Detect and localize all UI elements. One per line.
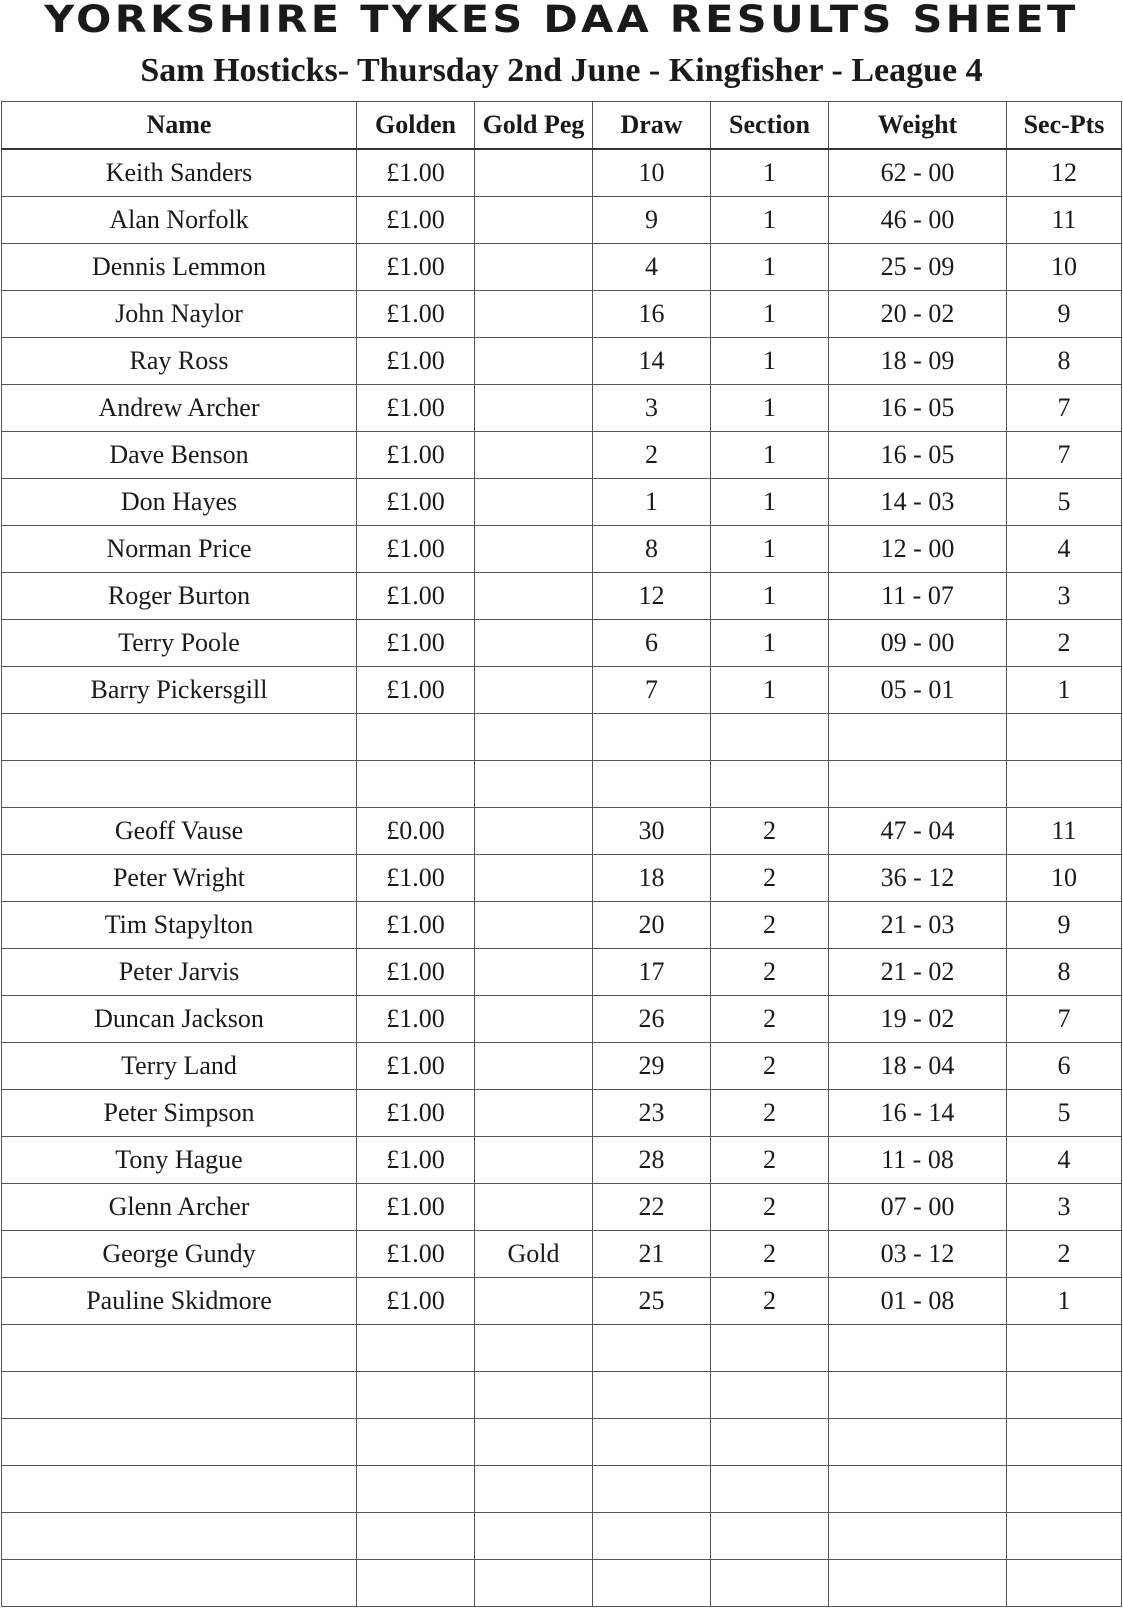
table-row xyxy=(2,902,1122,949)
section-cell: 2 xyxy=(711,996,829,1043)
table-row xyxy=(2,197,1122,244)
gold-peg-cell xyxy=(475,714,593,761)
gold-peg-cell xyxy=(475,1137,593,1184)
sec-pts-cell xyxy=(1007,1513,1122,1560)
gold-peg-cell xyxy=(475,620,593,667)
draw-cell xyxy=(593,1466,711,1513)
results-table xyxy=(1,101,1122,1607)
name-cell: Keith Sanders xyxy=(2,149,357,197)
draw-cell: 2 xyxy=(593,432,711,479)
weight-cell: 21 - 02 xyxy=(829,949,1007,996)
sec-pts-cell: 4 xyxy=(1007,1137,1122,1184)
table-row xyxy=(2,338,1122,385)
golden-cell: £1.00 xyxy=(357,1090,475,1137)
section-cell xyxy=(711,761,829,808)
name-cell: Andrew Archer xyxy=(2,385,357,432)
table-row xyxy=(2,291,1122,338)
gold-peg-cell: Gold xyxy=(475,1231,593,1278)
sec-pts-cell: 6 xyxy=(1007,1043,1122,1090)
gold-peg-cell xyxy=(475,949,593,996)
golden-cell xyxy=(357,1466,475,1513)
name-cell: Alan Norfolk xyxy=(2,197,357,244)
gold-peg-cell xyxy=(475,479,593,526)
table-row xyxy=(2,1090,1122,1137)
name-cell xyxy=(2,1466,357,1513)
sec-pts-cell: 5 xyxy=(1007,479,1122,526)
section-cell: 1 xyxy=(711,385,829,432)
golden-cell: £1.00 xyxy=(357,1043,475,1090)
section-cell: 2 xyxy=(711,808,829,855)
column-header-gold-peg: Gold Peg xyxy=(475,102,593,150)
gold-peg-cell xyxy=(475,667,593,714)
column-header-name: Name xyxy=(2,102,357,150)
table-row xyxy=(2,1419,1122,1466)
sec-pts-cell: 9 xyxy=(1007,291,1122,338)
results-table-header xyxy=(2,102,1122,150)
draw-cell xyxy=(593,1325,711,1372)
draw-cell: 1 xyxy=(593,479,711,526)
gold-peg-cell xyxy=(475,244,593,291)
name-cell: Barry Pickersgill xyxy=(2,667,357,714)
sec-pts-cell: 10 xyxy=(1007,244,1122,291)
weight-cell: 46 - 00 xyxy=(829,197,1007,244)
golden-cell: £1.00 xyxy=(357,1231,475,1278)
name-cell: Tony Hague xyxy=(2,1137,357,1184)
sec-pts-cell: 4 xyxy=(1007,526,1122,573)
section-cell: 1 xyxy=(711,149,829,197)
section-cell xyxy=(711,714,829,761)
column-header-golden: Golden xyxy=(357,102,475,150)
draw-cell xyxy=(593,1560,711,1607)
golden-cell xyxy=(357,714,475,761)
draw-cell: 14 xyxy=(593,338,711,385)
sec-pts-cell: 3 xyxy=(1007,573,1122,620)
column-header-weight: Weight xyxy=(829,102,1007,150)
header-row xyxy=(2,102,1122,150)
sec-pts-cell: 11 xyxy=(1007,808,1122,855)
table-row xyxy=(2,526,1122,573)
golden-cell: £1.00 xyxy=(357,526,475,573)
weight-cell xyxy=(829,1560,1007,1607)
golden-cell xyxy=(357,1372,475,1419)
table-row xyxy=(2,1184,1122,1231)
draw-cell: 7 xyxy=(593,667,711,714)
table-row xyxy=(2,949,1122,996)
golden-cell xyxy=(357,1325,475,1372)
name-cell: Dave Benson xyxy=(2,432,357,479)
weight-cell: 05 - 01 xyxy=(829,667,1007,714)
golden-cell: £1.00 xyxy=(357,338,475,385)
golden-cell: £1.00 xyxy=(357,1184,475,1231)
table-row xyxy=(2,432,1122,479)
table-row xyxy=(2,244,1122,291)
table-row xyxy=(2,761,1122,808)
section-cell: 2 xyxy=(711,949,829,996)
golden-cell: £1.00 xyxy=(357,291,475,338)
weight-cell xyxy=(829,1466,1007,1513)
table-row xyxy=(2,1325,1122,1372)
table-row xyxy=(2,1372,1122,1419)
gold-peg-cell xyxy=(475,996,593,1043)
sec-pts-cell: 7 xyxy=(1007,432,1122,479)
draw-cell: 30 xyxy=(593,808,711,855)
golden-cell xyxy=(357,1419,475,1466)
gold-peg-cell xyxy=(475,1513,593,1560)
golden-cell xyxy=(357,1560,475,1607)
golden-cell: £1.00 xyxy=(357,149,475,197)
sec-pts-cell: 1 xyxy=(1007,1278,1122,1325)
column-header-section: Section xyxy=(711,102,829,150)
section-cell xyxy=(711,1560,829,1607)
name-cell: Norman Price xyxy=(2,526,357,573)
gold-peg-cell xyxy=(475,1043,593,1090)
weight-cell: 09 - 00 xyxy=(829,620,1007,667)
section-cell: 2 xyxy=(711,855,829,902)
section-cell: 1 xyxy=(711,432,829,479)
weight-cell xyxy=(829,1372,1007,1419)
name-cell: Peter Simpson xyxy=(2,1090,357,1137)
draw-cell: 18 xyxy=(593,855,711,902)
section-cell: 1 xyxy=(711,667,829,714)
sheet-subtitle: Sam Hosticks- Thursday 2nd June - Kingfisher - League 4 xyxy=(140,52,983,89)
section-cell: 1 xyxy=(711,291,829,338)
golden-cell: £1.00 xyxy=(357,949,475,996)
gold-peg-cell xyxy=(475,1325,593,1372)
section-cell xyxy=(711,1466,829,1513)
sec-pts-cell: 9 xyxy=(1007,902,1122,949)
section-cell: 1 xyxy=(711,526,829,573)
gold-peg-cell xyxy=(475,1466,593,1513)
section-cell xyxy=(711,1325,829,1372)
golden-cell: £1.00 xyxy=(357,620,475,667)
sec-pts-cell: 7 xyxy=(1007,996,1122,1043)
draw-cell: 16 xyxy=(593,291,711,338)
table-row xyxy=(2,855,1122,902)
sec-pts-cell xyxy=(1007,714,1122,761)
weight-cell: 07 - 00 xyxy=(829,1184,1007,1231)
name-cell xyxy=(2,714,357,761)
golden-cell: £1.00 xyxy=(357,996,475,1043)
draw-cell: 22 xyxy=(593,1184,711,1231)
name-cell: John Naylor xyxy=(2,291,357,338)
name-cell: Duncan Jackson xyxy=(2,996,357,1043)
table-row xyxy=(2,1231,1122,1278)
weight-cell: 25 - 09 xyxy=(829,244,1007,291)
gold-peg-cell xyxy=(475,291,593,338)
weight-cell xyxy=(829,714,1007,761)
gold-peg-cell xyxy=(475,1560,593,1607)
section-cell: 2 xyxy=(711,1278,829,1325)
weight-cell xyxy=(829,1419,1007,1466)
gold-peg-cell xyxy=(475,902,593,949)
gold-peg-cell xyxy=(475,1372,593,1419)
weight-cell: 16 - 05 xyxy=(829,385,1007,432)
golden-cell: £1.00 xyxy=(357,1137,475,1184)
gold-peg-cell xyxy=(475,808,593,855)
name-cell: Terry Poole xyxy=(2,620,357,667)
draw-cell xyxy=(593,1419,711,1466)
weight-cell xyxy=(829,1513,1007,1560)
weight-cell: 19 - 02 xyxy=(829,996,1007,1043)
table-row xyxy=(2,714,1122,761)
section-cell: 1 xyxy=(711,197,829,244)
weight-cell: 18 - 04 xyxy=(829,1043,1007,1090)
sec-pts-cell xyxy=(1007,1560,1122,1607)
name-cell: Peter Wright xyxy=(2,855,357,902)
section-cell: 1 xyxy=(711,338,829,385)
draw-cell: 12 xyxy=(593,573,711,620)
table-row xyxy=(2,1466,1122,1513)
name-cell: George Gundy xyxy=(2,1231,357,1278)
golden-cell: £1.00 xyxy=(357,197,475,244)
table-row xyxy=(2,1278,1122,1325)
table-row xyxy=(2,996,1122,1043)
table-row xyxy=(2,385,1122,432)
weight-cell: 16 - 14 xyxy=(829,1090,1007,1137)
table-row xyxy=(2,149,1122,197)
draw-cell xyxy=(593,1372,711,1419)
weight-cell: 01 - 08 xyxy=(829,1278,1007,1325)
weight-cell: 18 - 09 xyxy=(829,338,1007,385)
sheet-title: YORKSHIRE TYKES DAA RESULTS SHEET xyxy=(44,0,1079,41)
golden-cell: £1.00 xyxy=(357,479,475,526)
name-cell xyxy=(2,1513,357,1560)
golden-cell xyxy=(357,1513,475,1560)
draw-cell xyxy=(593,1513,711,1560)
table-row xyxy=(2,479,1122,526)
sec-pts-cell: 7 xyxy=(1007,385,1122,432)
draw-cell: 4 xyxy=(593,244,711,291)
golden-cell: £1.00 xyxy=(357,855,475,902)
section-cell: 2 xyxy=(711,1043,829,1090)
weight-cell: 21 - 03 xyxy=(829,902,1007,949)
weight-cell: 36 - 12 xyxy=(829,855,1007,902)
draw-cell: 29 xyxy=(593,1043,711,1090)
section-cell: 1 xyxy=(711,479,829,526)
section-cell: 1 xyxy=(711,620,829,667)
table-row xyxy=(2,1043,1122,1090)
section-cell: 2 xyxy=(711,1231,829,1278)
sec-pts-cell: 1 xyxy=(1007,667,1122,714)
name-cell: Pauline Skidmore xyxy=(2,1278,357,1325)
section-cell xyxy=(711,1513,829,1560)
name-cell: Peter Jarvis xyxy=(2,949,357,996)
golden-cell: £0.00 xyxy=(357,808,475,855)
name-cell: Tim Stapylton xyxy=(2,902,357,949)
sec-pts-cell xyxy=(1007,1466,1122,1513)
gold-peg-cell xyxy=(475,432,593,479)
golden-cell: £1.00 xyxy=(357,667,475,714)
draw-cell: 20 xyxy=(593,902,711,949)
name-cell: Don Hayes xyxy=(2,479,357,526)
gold-peg-cell xyxy=(475,197,593,244)
name-cell xyxy=(2,1419,357,1466)
section-cell: 2 xyxy=(711,1090,829,1137)
name-cell xyxy=(2,1372,357,1419)
weight-cell: 11 - 07 xyxy=(829,573,1007,620)
draw-cell: 17 xyxy=(593,949,711,996)
gold-peg-cell xyxy=(475,385,593,432)
gold-peg-cell xyxy=(475,526,593,573)
weight-cell: 12 - 00 xyxy=(829,526,1007,573)
golden-cell: £1.00 xyxy=(357,385,475,432)
name-cell: Roger Burton xyxy=(2,573,357,620)
name-cell: Ray Ross xyxy=(2,338,357,385)
table-row xyxy=(2,808,1122,855)
gold-peg-cell xyxy=(475,1278,593,1325)
sec-pts-cell: 8 xyxy=(1007,338,1122,385)
gold-peg-cell xyxy=(475,1090,593,1137)
sec-pts-cell xyxy=(1007,761,1122,808)
sec-pts-cell: 11 xyxy=(1007,197,1122,244)
draw-cell: 6 xyxy=(593,620,711,667)
draw-cell: 21 xyxy=(593,1231,711,1278)
section-cell: 1 xyxy=(711,573,829,620)
draw-cell xyxy=(593,714,711,761)
table-row xyxy=(2,620,1122,667)
section-cell: 2 xyxy=(711,902,829,949)
name-cell xyxy=(2,1325,357,1372)
golden-cell xyxy=(357,761,475,808)
sec-pts-cell: 10 xyxy=(1007,855,1122,902)
name-cell: Geoff Vause xyxy=(2,808,357,855)
weight-cell: 14 - 03 xyxy=(829,479,1007,526)
gold-peg-cell xyxy=(475,1419,593,1466)
name-cell xyxy=(2,761,357,808)
gold-peg-cell xyxy=(475,573,593,620)
golden-cell: £1.00 xyxy=(357,902,475,949)
gold-peg-cell xyxy=(475,761,593,808)
section-cell: 2 xyxy=(711,1137,829,1184)
sec-pts-cell xyxy=(1007,1372,1122,1419)
gold-peg-cell xyxy=(475,149,593,197)
sec-pts-cell xyxy=(1007,1325,1122,1372)
gold-peg-cell xyxy=(475,855,593,902)
table-row xyxy=(2,1513,1122,1560)
table-row xyxy=(2,573,1122,620)
section-cell xyxy=(711,1372,829,1419)
draw-cell: 28 xyxy=(593,1137,711,1184)
section-cell: 1 xyxy=(711,244,829,291)
golden-cell: £1.00 xyxy=(357,573,475,620)
table-row xyxy=(2,1137,1122,1184)
section-cell: 2 xyxy=(711,1184,829,1231)
weight-cell: 16 - 05 xyxy=(829,432,1007,479)
sec-pts-cell: 8 xyxy=(1007,949,1122,996)
name-cell xyxy=(2,1560,357,1607)
weight-cell: 11 - 08 xyxy=(829,1137,1007,1184)
sec-pts-cell: 2 xyxy=(1007,1231,1122,1278)
golden-cell: £1.00 xyxy=(357,244,475,291)
sec-pts-cell xyxy=(1007,1419,1122,1466)
gold-peg-cell xyxy=(475,338,593,385)
draw-cell xyxy=(593,761,711,808)
name-cell: Terry Land xyxy=(2,1043,357,1090)
section-cell xyxy=(711,1419,829,1466)
draw-cell: 23 xyxy=(593,1090,711,1137)
table-row xyxy=(2,667,1122,714)
results-table-body xyxy=(2,149,1122,1607)
draw-cell: 3 xyxy=(593,385,711,432)
sec-pts-cell: 3 xyxy=(1007,1184,1122,1231)
draw-cell: 25 xyxy=(593,1278,711,1325)
table-row xyxy=(2,1560,1122,1607)
gold-peg-cell xyxy=(475,1184,593,1231)
draw-cell: 9 xyxy=(593,197,711,244)
draw-cell: 26 xyxy=(593,996,711,1043)
weight-cell xyxy=(829,1325,1007,1372)
sec-pts-cell: 5 xyxy=(1007,1090,1122,1137)
name-cell: Dennis Lemmon xyxy=(2,244,357,291)
weight-cell xyxy=(829,761,1007,808)
sec-pts-cell: 12 xyxy=(1007,149,1122,197)
golden-cell: £1.00 xyxy=(357,432,475,479)
weight-cell: 47 - 04 xyxy=(829,808,1007,855)
column-header-sec-pts: Sec-Pts xyxy=(1007,102,1122,150)
sec-pts-cell: 2 xyxy=(1007,620,1122,667)
draw-cell: 10 xyxy=(593,149,711,197)
weight-cell: 03 - 12 xyxy=(829,1231,1007,1278)
weight-cell: 20 - 02 xyxy=(829,291,1007,338)
name-cell: Glenn Archer xyxy=(2,1184,357,1231)
weight-cell: 62 - 00 xyxy=(829,149,1007,197)
column-header-draw: Draw xyxy=(593,102,711,150)
golden-cell: £1.00 xyxy=(357,1278,475,1325)
draw-cell: 8 xyxy=(593,526,711,573)
